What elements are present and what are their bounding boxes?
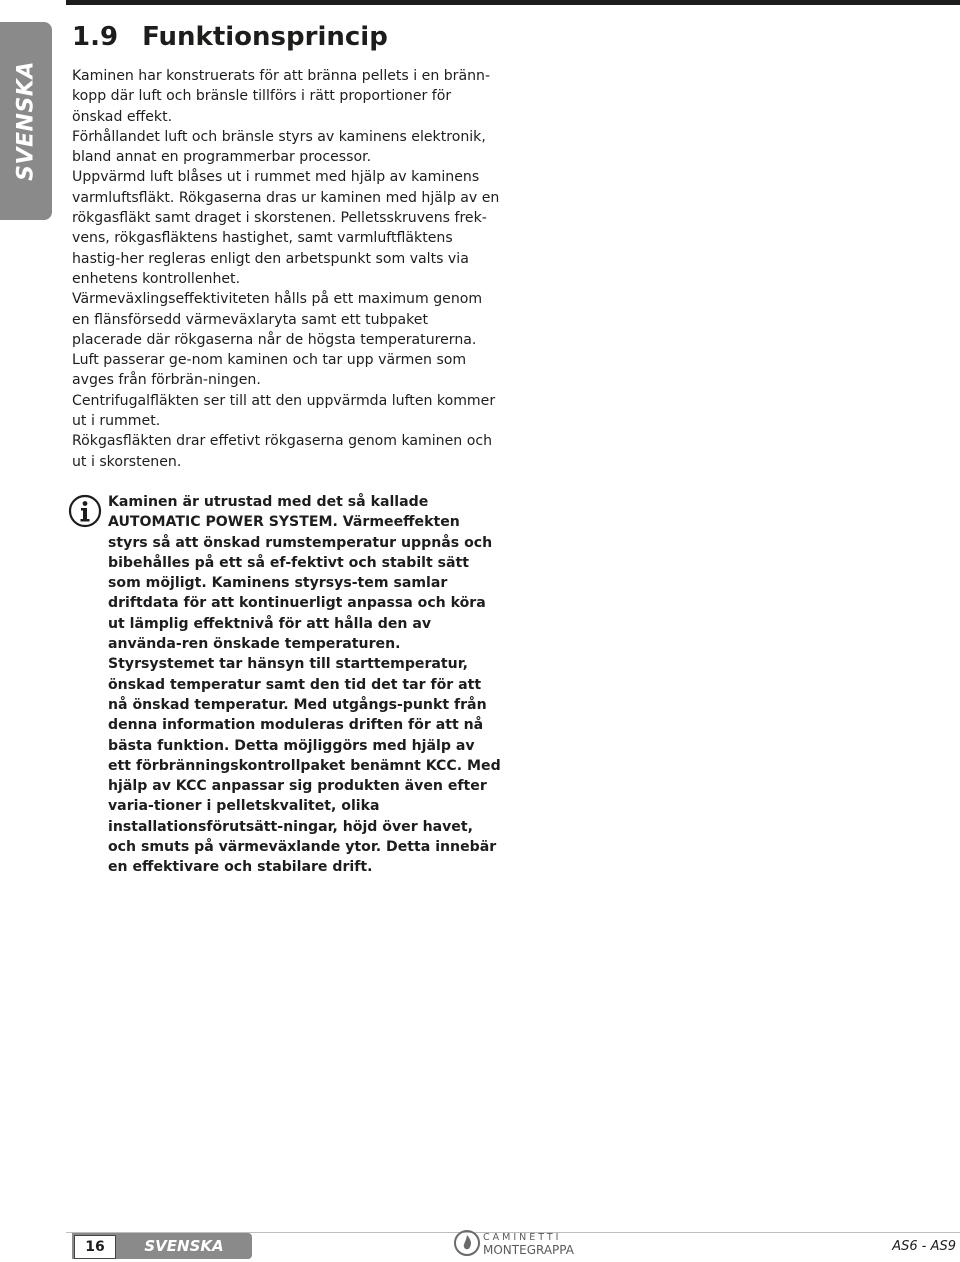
top-rule bbox=[66, 0, 960, 5]
language-side-tab bbox=[0, 22, 52, 220]
section-heading bbox=[72, 22, 388, 52]
model-label: AS6 - AS9 bbox=[892, 1239, 956, 1254]
brand-top: CAMINETTI bbox=[483, 1232, 562, 1243]
paragraph: Värmeväxlingseffektiviteten hålls på ett maximum genom en flänsförsedd värmeväxlaryta samt ett tubpaket placerade där rökgaserna når de högsta temperaturerna. Luft passerar ge-nom kaminen och tar upp värmen som avges från förbrän-ningen. bbox=[72, 291, 483, 389]
flame-logo-icon bbox=[453, 1229, 481, 1257]
paragraph: Uppvärmd luft blåses ut i rummet med hjälp av kaminens varmluftsfläkt. Rökgaserna dras ur kaminen med hjälp av en rökgasfläkt samt draget i skorstenen. Pelletsskruvens frek-vens, rökgasfläktens hastighet, samt varmluftfläktens hastig-her regleras enligt den arbetspunkt som valts via enhetens kontrollenhet. bbox=[72, 169, 500, 287]
page-number: 16 bbox=[74, 1235, 116, 1259]
section-title: Funktionsprincip bbox=[142, 22, 388, 52]
paragraph: Förhållandet luft och bränsle styrs av kaminens elektronik, bland annat en programmerbar processor. bbox=[72, 128, 486, 166]
brand-bottom: MONTEGRAPPA bbox=[483, 1243, 574, 1257]
paragraph: Centrifugalfläkten ser till att den uppvärmda luften kommer ut i rummet. bbox=[72, 392, 496, 430]
section-number: 1.9 bbox=[72, 22, 119, 52]
body-text bbox=[72, 66, 502, 472]
info-icon bbox=[68, 494, 102, 528]
info-note: Kaminen är utrustad med det så kallade AUTOMATIC POWER SYSTEM. Värmeeffekten styrs så att önskad rumstemperatur uppnås och bibehålles på ett så ef-fektivt och stabilt sätt som möjligt. Kaminens styrsys-tem samlar driftdata för att kontinuerligt anpassa och köra ut lämplig effektnivå för att hålla den av använda-ren önskade temperaturen. Styrsystemet tar hänsyn till starttemperatur, önskad temperatur samt den tid det tar för att nå önskad temperatur. Med utgångs-punkt från denna information moduleras driften för att nå bästa funktion. Detta möjliggörs med hjälp av ett förbränningskontrollpaket benämnt KCC. Med hjälp av KCC anpassar sig produkten även efter varia-tioner i pelletskvalitet, olika installationsförutsätt-ningar, höjd över havet, och smuts på värmeväxlande ytor. Detta innebär en effektivare och stabilare drift. bbox=[108, 494, 501, 876]
side-tab-label: SVENSKA bbox=[13, 61, 39, 181]
footer-language: SVENSKA bbox=[144, 1237, 224, 1255]
paragraph: Rökgasfläkten drar effetivt rökgaserna genom kaminen och ut i skorstenen. bbox=[72, 433, 493, 470]
paragraph: Kaminen har konstruerats för att bränna pellets i en bränn-kopp där luft och bränsle tillförs i rätt proportioner för önskad effekt. bbox=[72, 68, 491, 125]
